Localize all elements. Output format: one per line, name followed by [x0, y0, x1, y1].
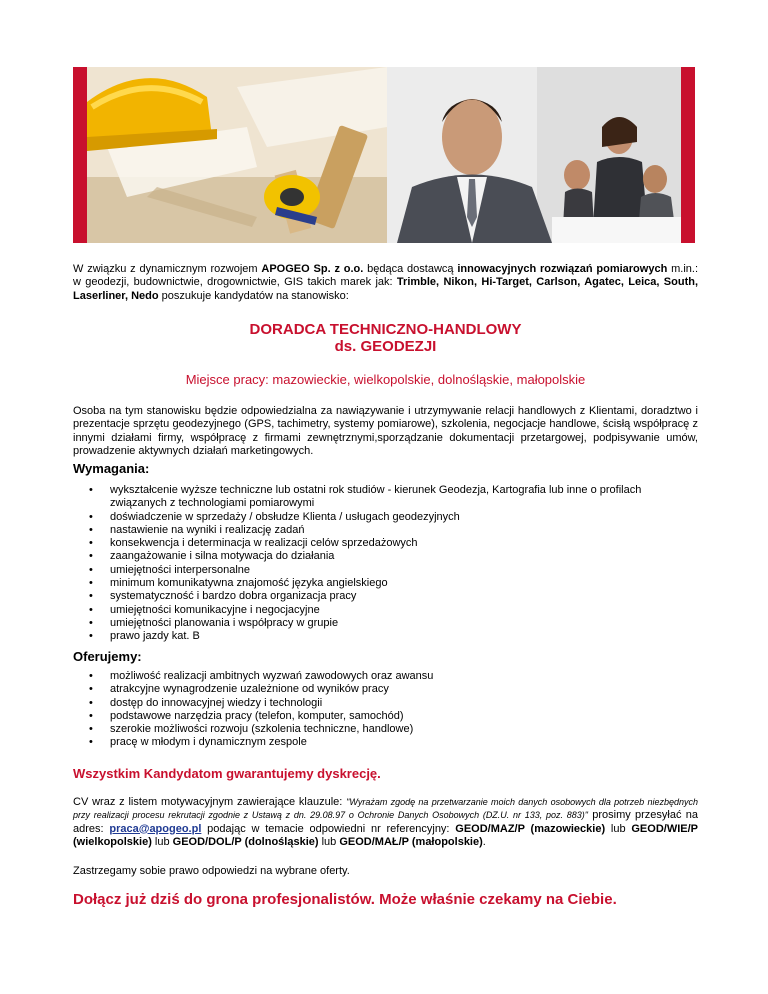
list-item: • doświadczenie w sprzedaży / obsłudze Klienta / usługach geodezyjnych: [73, 511, 698, 524]
list-item: • minimum komunikatywna znajomość języka angielskiego: [73, 577, 698, 590]
closing-section: [73, 891, 698, 908]
list-item: • konsekwencja i determinacja w realizacji celów sprzedażowych: [73, 537, 698, 550]
offer-section: [73, 649, 698, 664]
offer-list: [73, 670, 698, 750]
offer-heading: Oferujemy:: [73, 649, 142, 664]
work-location: [73, 372, 698, 387]
list-item: • pracę w młodym i dynamicznym zespole: [73, 736, 698, 749]
business-team-photo: [387, 67, 681, 243]
list-item: • szerokie możliwości rozwoju (szkolenia techniczne, handlowe): [73, 723, 698, 736]
list-item: • atrakcyjne wynagrodzenie uzależnione od wyników pracy: [73, 683, 698, 696]
ref-wielkopolskie: GEOD/WIE/P (wielkopolskie): [73, 822, 698, 848]
list-item: • możliwość realizacji ambitnych wyzwań zawodowych oraz awansu: [73, 670, 698, 683]
description-paragraph: Osoba na tym stanowisku będzie odpowiedzialna za nawiązywanie i utrzymywanie relacji handlowych z Klientami, doradztwo i prezentacje sprzętu geodezyjnego (GPS, tachimetry, systemy pomiarowe), szkolenia, negocjacje handlowe, ścisłą współpracę z innymi działami firmy, współpracę z firmami zewnętrznymi,sporządzanie dokumentacji przetargowej, podpisywanie umów, prowadzenie aktywnych działań marketingowych.: [73, 405, 698, 457]
company-name: APOGEO Sp. z o.o.: [261, 263, 364, 275]
email-link[interactable]: praca@apogeo.pl: [109, 822, 202, 835]
reserve-text: Zastrzegamy sobie prawo odpowiedzi na wybrane oferty.: [73, 865, 350, 877]
reserve-note: [73, 865, 698, 878]
list-item: • umiejętności interpersonalne: [73, 564, 698, 577]
construction-photo: [87, 67, 387, 243]
requirements-heading: Wymagania:: [73, 461, 150, 476]
requirements-list-wrap: [73, 484, 698, 644]
intro-paragraph: W związku z dynamicznym rozwojem APOGEO Sp. z o.o. będąca dostawcą innowacyjnych rozwiązań pomiarowych m.in.: w geodezji, budownictwie, drogownictwie, GIS takich marek jak: Trimble, Nikon, Hi-Target, Carlson, Agatec, Leica, South, Laserliner, Nedo poszukuje kandydatów na stanowisko:: [73, 263, 699, 302]
hardhat-blueprint-illustration: [87, 67, 387, 243]
closing-text: Dołącz już dziś do grona profesjonalistów. Może właśnie czekamy na Ciebie.: [73, 891, 617, 908]
requirements-list: [73, 484, 698, 644]
intro-section: [73, 263, 698, 303]
list-item: • zaangażowanie i silna motywacja do działania: [73, 550, 698, 563]
red-bar-right: [681, 67, 695, 243]
offer-list-wrap: [73, 670, 698, 750]
discretion-note: [73, 766, 698, 781]
list-item: • umiejętności komunikacyjne i negocjacyjne: [73, 604, 698, 617]
list-item: • podstawowe narzędzia pracy (telefon, komputer, samochód): [73, 710, 698, 723]
solutions-text: innowacyjnych rozwiązań pomiarowych: [457, 263, 668, 275]
ref-mazowieckie: GEOD/MAZ/P (mazowieckie): [455, 822, 606, 835]
consent-clause: "Wyrażam zgodę na przetwarzanie moich danych osobowych dla potrzeb niezbędnych przy realizacji procesu rekrutacji zgodnie z Ustawą z dn. 29.08.97 o Ochronie Danych Osobowych (DZ.U. nr 133, poz. 883)": [73, 797, 698, 821]
brands-list: Trimble, Nikon, Hi-Target, Carlson, Agatec, Leica, South, Laserliner, Nedo: [73, 276, 699, 302]
ref-malopolskie: GEOD/MAŁ/P (małopolskie): [339, 835, 483, 848]
list-item: • wykształcenie wyższe techniczne lub ostatni rok studiów - kierunek Geodezja, Kartografia lub inne o profilach związanych z technologiami pomiarowymi: [73, 484, 698, 511]
job-title-block: [73, 321, 698, 355]
list-item: • dostęp do innowacyjnej wiedzy i technologii: [73, 697, 698, 710]
job-description: [73, 405, 698, 458]
header-banner: [73, 67, 695, 243]
red-bar-left: [73, 67, 87, 243]
work-location-text: Miejsce pracy: mazowieckie, wielkopolskie, dolnośląskie, małopolskie: [185, 372, 586, 387]
list-item: • nastawienie na wyniki i realizację zadań: [73, 524, 698, 537]
job-title: DORADCA TECHNICZNO-HANDLOWY ds. GEODEZJI: [249, 321, 522, 355]
list-item: • systematyczność i bardzo dobra organizacja pracy: [73, 590, 698, 603]
cv-section: [73, 796, 698, 849]
discretion-text: Wszystkim Kandydatom gwarantujemy dyskrecję.: [73, 766, 381, 781]
list-item: • umiejętności planowania i współpracy w grupie: [73, 617, 698, 630]
cv-paragraph: CV wraz z listem motywacyjnym zawierające klauzule: "Wyrażam zgodę na przetwarzanie moich danych osobowych dla potrzeb niezbędnych przy realizacji procesu rekrutacji zgodnie z Ustawą z dn. 29.08.97 o Ochronie Danych Osobowych (DZ.U. nr 133, poz. 883)" prosimy przesyłać na adres: praca@apogeo.pl podając w temacie odpowiedni nr referencyjny: GEOD/MAZ/P (mazowieckie) lub GEOD/WIE/P (wielkopolskie) lub GEOD/DOL/P (dolnośląskie) lub GEOD/MAŁ/P (małopolskie).: [73, 796, 698, 848]
list-item: • prawo jazdy kat. B: [73, 630, 698, 643]
requirements-section: [73, 461, 698, 476]
business-people-illustration: [387, 67, 681, 243]
ref-dolnoslaskie: GEOD/DOL/P (dolnośląskie): [172, 835, 319, 848]
